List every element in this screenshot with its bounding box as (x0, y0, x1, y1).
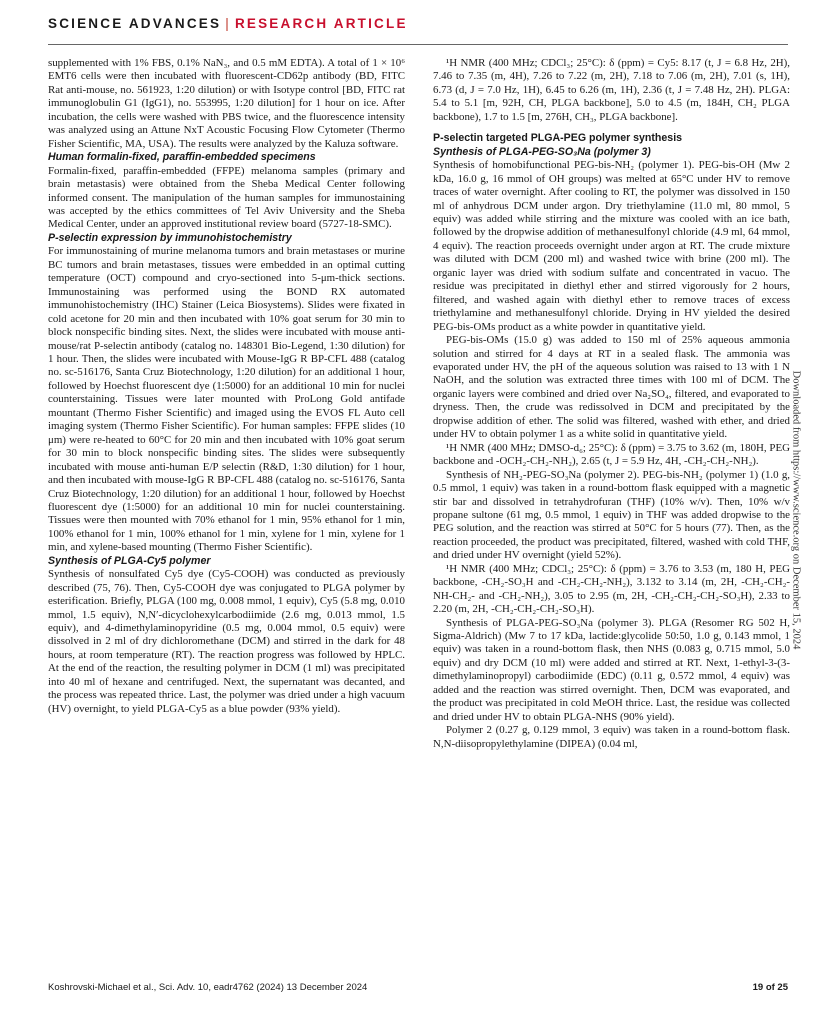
body-paragraph: ¹H NMR (400 MHz; CDCl₃; 25°C): δ (ppm) = 3.76 to 3.53 (m, 180 H, PEG backbone, -CH₂-SO₃H and -CH₂-CH₂-NH₂), 3.132 to 3.14 (m, 2H, -CH₂-CH₂-NH-CH₂- and -CH₂-NH₂), 3.05 to 2.95 (m, 2H, -CH₂-CH₂-CH₂-SO₃H), 2.33 to 2.20 (m, 2H, -CH₂-CH₂-CH₂-SO₃H). (433, 562, 790, 616)
page-footer (48, 982, 788, 996)
body-paragraph: Polymer 2 (0.27 g, 0.129 mmol, 3 equiv) was taken in a round-bottom flask. N,N-diisopropylethylamine (DIPEA) (0.04 ml, (433, 724, 790, 750)
body-paragraph: ¹H NMR (400 MHz; DMSO-d₆; 25°C): δ (ppm) = 3.75 to 3.62 (m, 180H, PEG backbone and -OCH₂-CH₂-NH₂), 2.65 (t, J = 5.9 Hz, 4H, -CH₂-CH₂-NH₂). (433, 441, 790, 468)
subsection-heading: Human formalin-fixed, paraffin-embedded specimens (48, 151, 316, 164)
journal-name: SCIENCE ADVANCES (48, 16, 222, 31)
header-rule (48, 44, 788, 45)
body-paragraph: For immunostaining of murine melanoma tumors and brain metastases or murine BC tumors and brain metastases, tissues were embedded in an optimal cutting temperature (OCT) compound and cryo-sectioned into 5-μm-thick sections. Immunostaining was performed using the BOND RX automated immunohistochemistry (IHC) Stainer (Leica Biosystems). Slides were fixated in cold acetone for 20 min and then incubated with 10% goat serum for 30 min to block nonspecific binding sites. Next, the slides were incubated with mouse anti-mouse/rat P-selectin antibody (catalog no. 148301 Bio-Legend, 1:30 dilution) for 1 hour. Then, the slides were incubated with Mouse-IgG R BP-CFL 488 (catalog no. sc-516176, Santa Cruz Biotechnology, 1:20 dilution) for an additional 1 hour, followed by Hoechst fluorescent dye (1:5000) for an additional 10 min for nuclei counterstaining. Tissues were later mounted with ProLong Gold antifade mountant (Thermo Fisher Scientific) and imaged using the EVOS FL Auto cell imaging system (Thermo Fisher Scientific). For human samples: FFPE slides (10 μm) were re-heated to 60°C for 20 min and then incubated with 10% goat serum for 30 min to block nonspecific binding sites. The slides were subsequently incubated with mouse anti-human E/P selectin (R&D, 1:30 dilution) for 1 hour, and then incubated with mouse-IgG R BP-CFL 488 (catalog no. sc-516176, Santa Cruz Biotechnology, 1:20 dilution) for an additional 1 hour, followed by Hoechst fluorescent dye (1:5000) for an additional 10 min for nuclei counterstaining. Tissues were then mounted with 70% ethanol for 1 min, 95% ethanol for 1 min, 100% ethanol for 1 min, 100% ethanol for 1 min, xylene for 1 min, xylene for 1 min, and xylene-based mounting (Thermo Fisher Scientific). (48, 245, 405, 554)
article-section: RESEARCH ARTICLE (234, 16, 408, 31)
download-sidebar (782, 150, 810, 870)
header-separator: | (225, 16, 231, 31)
right-column (433, 57, 790, 751)
subsection-heading: Synthesis of PLGA-PEG-SO₃Na (polymer 3) (433, 145, 651, 158)
section-gap (433, 124, 790, 132)
page-header (48, 16, 788, 38)
citation: Koshrovski-Michael et al., Sci. Adv. 10, eadr4762 (2024) 13 December 2024 (48, 982, 368, 993)
section-heading: P-selectin targeted PLGA-PEG polymer synthesis (433, 132, 683, 145)
left-column (48, 57, 405, 716)
subsection-heading: Synthesis of PLGA-Cy5 polymer (48, 554, 211, 567)
body-paragraph: Synthesis of nonsulfated Cy5 dye (Cy5-COOH) was conducted as previously described (75, 76). Then, Cy5-COOH dye was conjugated to PLGA polymer by esterification. Briefly, PLGA (100 mg, 0.008 mmol, 1 equiv), Cy5 (5.8 mg, 0.010 mmol, 1.5 equiv), N,N′-dicyclohexylcarbodiimide (2.6 mg, 0.013 mmol, 1.5 equiv), and 4-dimethylaminopyridine (0.5 mg, 0.004 mmol, 0.5 equiv) were dissolved in 2 ml of dry dichloromethane (DCM) and stirred in the dark for 48 hours, at room temperature (RT). The reaction progress was followed by HPLC. At the end of the reaction, the resulting polymer in DCM (1 ml) was precipitated into 40 ml of hexane and centrifuged. Next, the supernatant was decanted, and the process was repeated thrice. Last, the polymer was dried under a high vacuum (HV) overnight, to yield PLGA-Cy5 as a blue powder (93% yield). (48, 568, 405, 715)
body-paragraph: Synthesis of PLGA-PEG-SO₃Na (polymer 3). PLGA (Resomer RG 502 H, Sigma-Aldrich) (Mw 7 to 17 kDa, lactide:glycolide 50:50, 1.0 g, 0.143 mmol, 1 equiv) was taken in a round-bottom flask, then NHS (0.083 g, 0.715 mmol, 5.0 equiv) and dry DCM (10 ml) were added and stirred at RT. Next, 1-ethyl-3-(3-dimethylaminopropyl) carbodiimide (EDC) (0.11 g, 0.572 mmol, 4 equiv) was added and the reaction was stirred overnight. Then, DCM was evaporated, and the product was precipitated in cold MeOH thrice. Last, the residue was collected and dried under HV to obtain PLGA-NHS (90% yield). (433, 616, 790, 723)
subsection-heading: P-selectin expression by immunohistochemistry (48, 231, 292, 244)
body-paragraph: ¹H NMR (400 MHz; CDCl₃; 25°C): δ (ppm) = Cy5: 8.17 (t, J = 6.8 Hz, 2H), 7.46 to 7.35 (m, 4H), 7.26 to 7.22 (m, 2H), 7.18 to 7.06 (m, 2H), 7.01 (s, 1H), 6.73 (d, J = 7.0 Hz, 1H), 6.45 to 6.26 (m, 1H), 2.36 (t, J = 7.48 Hz, 2H). PLGA: 5.4 to 5.1 [m, 92H, CH, PLGA backbone], 5.0 to 4.5 (m, 184H, CH₂ PLGA backbone), 1.7 to 1.5 [m, 276H, CH₃, PLGA backbone]. (433, 57, 790, 123)
body-paragraph: Formalin-fixed, paraffin-embedded (FFPE) melanoma samples (primary and brain metastasis) were obtained from the Sheba Medical Center following informed consent. The manipulation of the human samples for immunostaining was accepted by the ethics committees of Tel Aviv University and the Sheba Medical Center, under an approved institutional review board (5727-18-SMC). (48, 164, 405, 231)
body-paragraph: Synthesis of NH₂-PEG-SO₃Na (polymer 2). PEG-bis-NH₂ (polymer 1) (1.0 g, 0.5 mmol, 1 equiv) was taken in a round-bottom flask equipped with a magnetic stir bar and dissolved in tetrahydrofuran (THF) (10% w/v). Then, 10% w/v propane sultone (61 mg, 0.5 mmol, 1 equiv) in THF was added dropwise to the PEG solution, and the reaction was stirred at 50°C for 5 hours (77). Then, as the reaction proceeded, the product was precipitated, filtered, washed with cold THF, and dried under HV overnight (yield 52%). (433, 468, 790, 562)
body-paragraph: supplemented with 1% FBS, 0.1% NaN₃, and 0.5 mM EDTA). A total of 1 × 10⁶ EMT6 cells were then incubated with fluorescent-CD62p antibody (BD, FITC Rat anti-mouse, no. 561923, 1:20 dilution) or with Isotype control [BD, FITC rat immunoglobulin G1 (IgG1), no. 553995, 1:20 dilution] for 1 hour on ice. After incubation, the cells were washed with PBS twice, and the fluorescence intensity was analyzed using an Attune NxT Acoustic Focusing Flow Cytometer (Thermo Fisher Scientific, MA, USA). The results were analyzed by the Kaluza software. (48, 57, 405, 150)
body-paragraph: PEG-bis-OMs (15.0 g) was added to 150 ml of 25% aqueous ammonia solution and stirred for 4 days at RT in a sealed flask. The ammonia was evaporated under HV, the pH of the aqueous solution was raised to 13 with 1 N NaOH, and the solution was extracted three times with 100 ml of DCM. The organic layers were combined and dried over Na₂SO₄, filtered, and evaporated to dryness. Then, the crude was redissolved in DCM and precipitated by the dropwise addition of ether. The solid was filtered, washed with ether, and dried under HV to obtain polymer 1 as a white solid in quantitative yield. (433, 334, 790, 441)
download-notice[interactable]: Downloaded from https://www.science.org on December 15, 2024 (790, 370, 802, 650)
page-number: 19 of 25 (752, 982, 788, 993)
body-paragraph: Synthesis of homobifunctional PEG-bis-NH₂ (polymer 1). PEG-bis-OH (Mw 2 kDa, 16.0 g, 16 mmol of OH groups) was melted at 65°C under HV to remove traces of water overnight. After cooling to RT, the polymer was dissolved in 150 ml of anhydrous DCM under argon. Dry triethylamine (11.0 ml, 80 mmol, 5 equiv) was added while stirring and the mixture was cooled with an ice bath, followed by the dropwise addition of methanesulfonyl chloride (4.9 ml, 64 mmol, 4 equiv). The reaction proceeds overnight under argon at RT. The crude mixture was diluted with DCM (200 ml) and washed twice with brine (200 ml). The organic layer was dried with sodium sulfate and concentrated in vacuo. The residue was precipitated in diethyl ether and stirred vigorously for 2 hours, filtered, and washed again with diethyl ether to remove traces of excess triethylamine and methanesulfonyl chloride. Drying in HV yielded the desired PEG-bis-OMs product as a white powder in quantitative yield. (433, 159, 790, 333)
